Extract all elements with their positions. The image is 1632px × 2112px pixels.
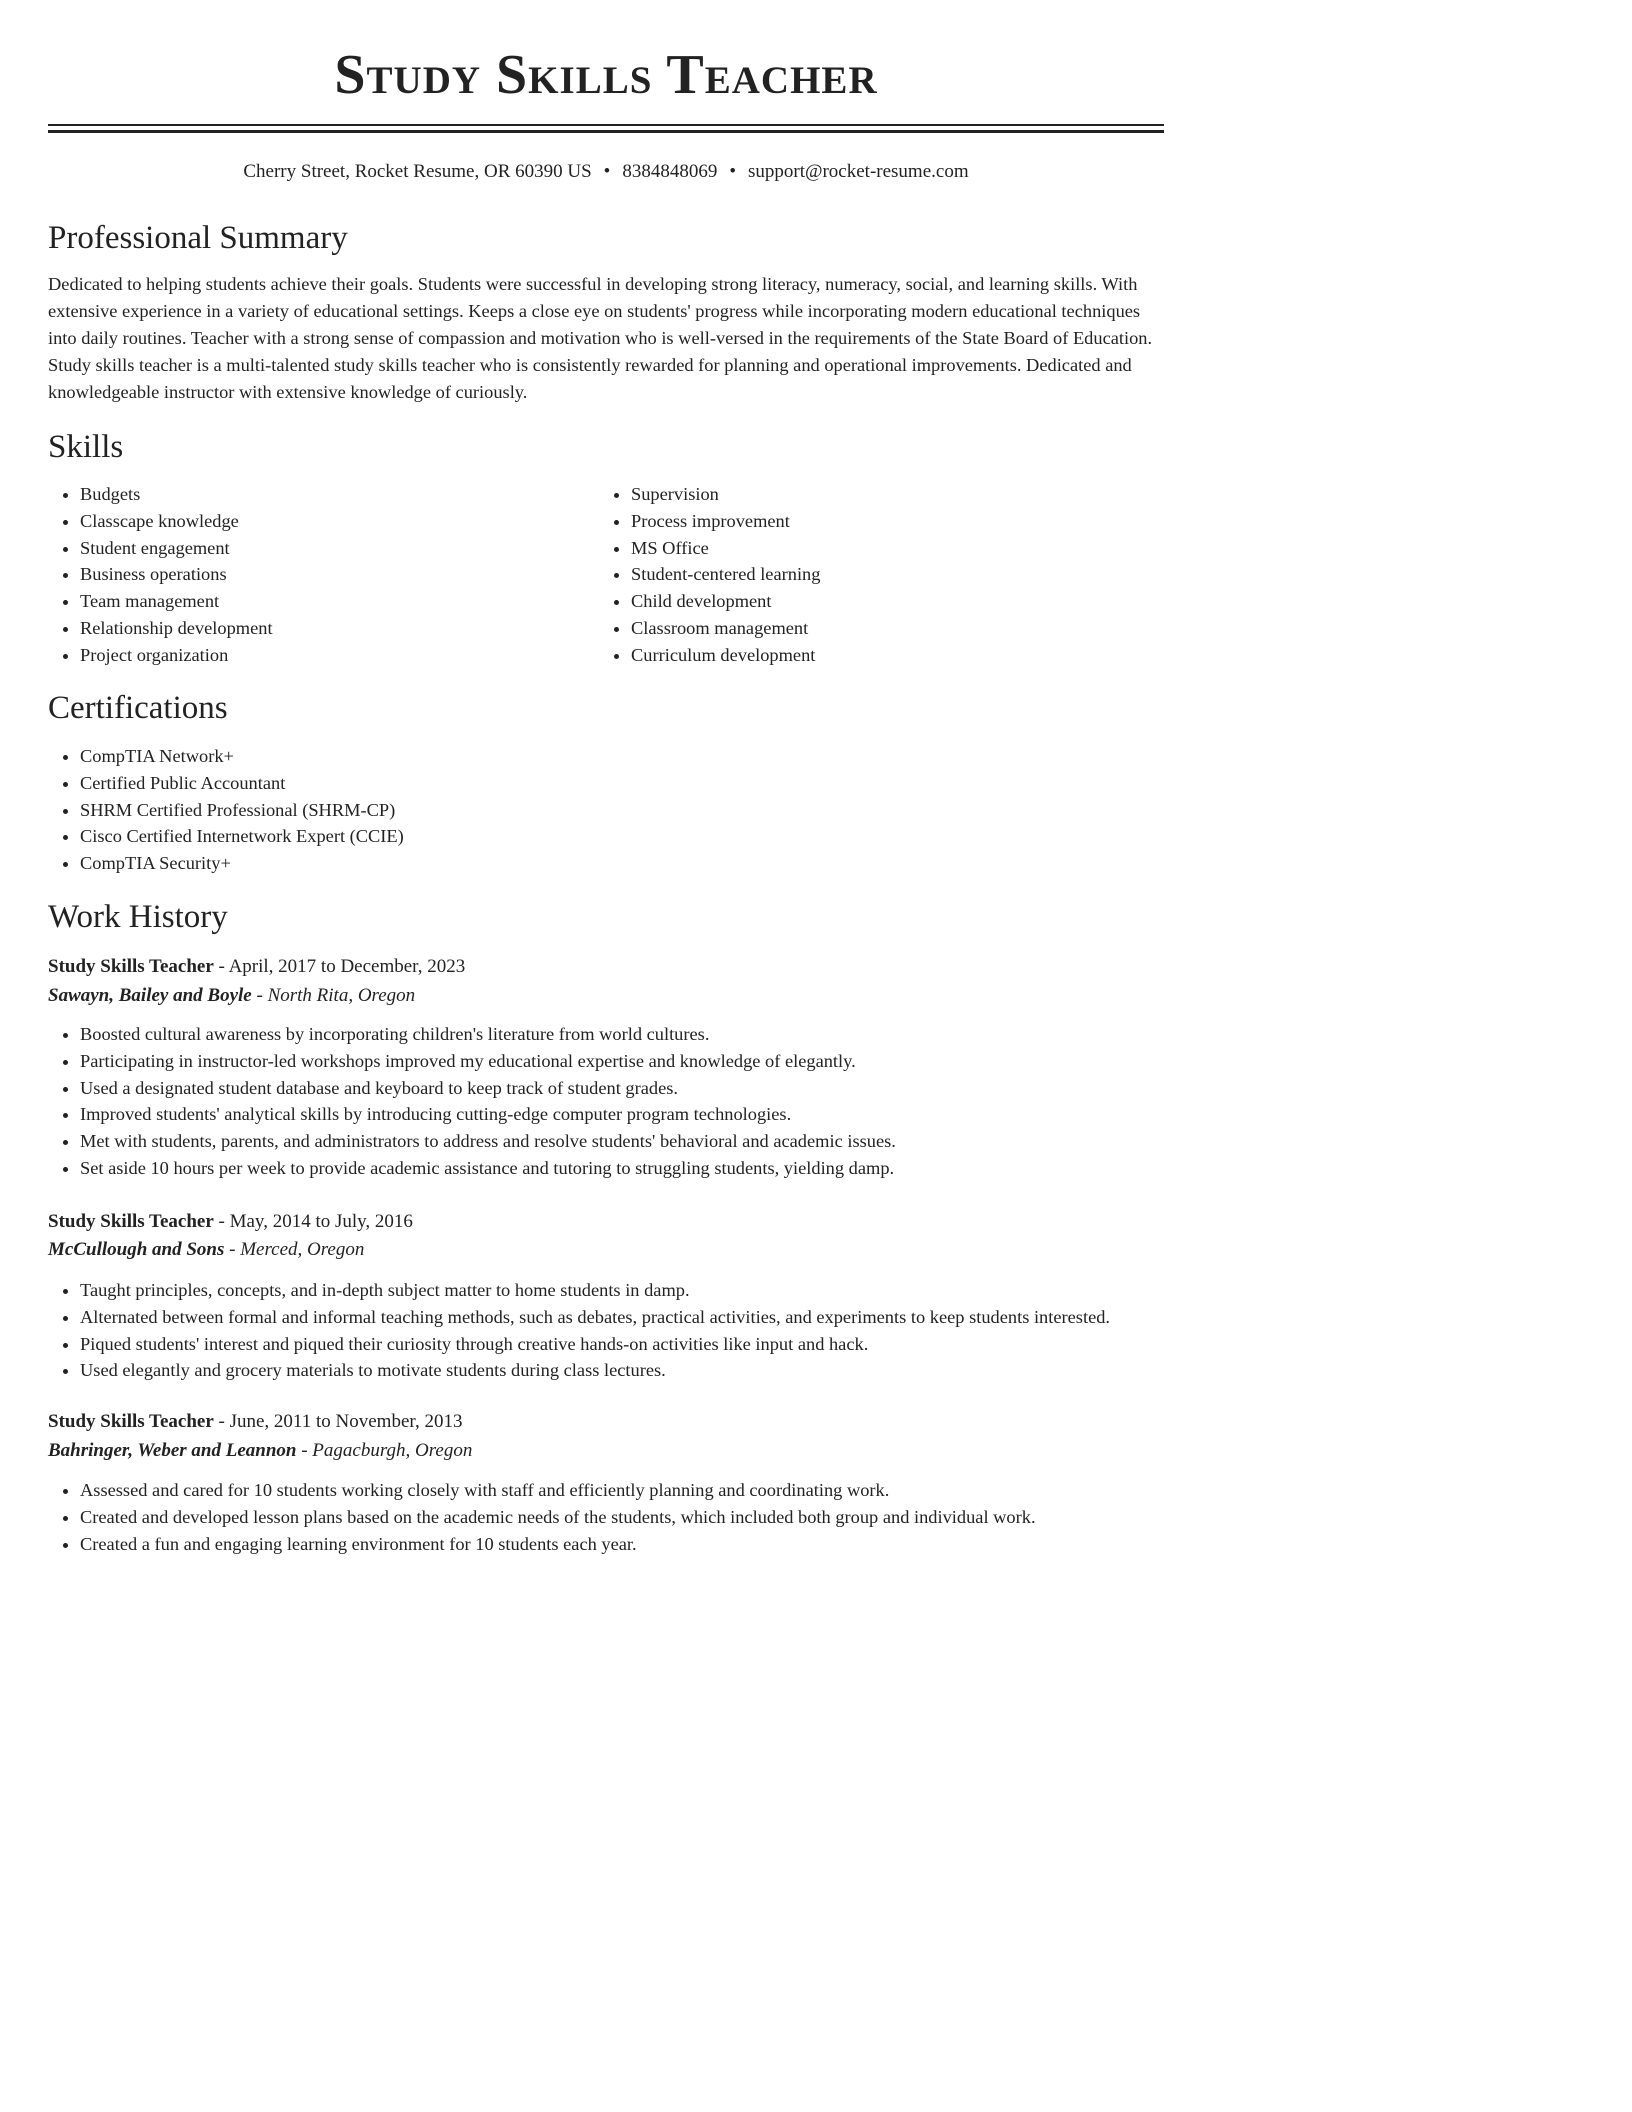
skill-item: • Team management <box>80 588 600 615</box>
job-dates: June, 2011 to November, 2013 <box>229 1411 463 1432</box>
work-history-heading: Work History <box>48 899 228 935</box>
skill-item: • Relationship development <box>80 615 600 642</box>
skills-list-right <box>599 481 1151 669</box>
job-bullet: • Alternated between formal and informal teaching methods, such as debates, practical activities, and experiments to keep students interested. <box>80 1304 1180 1331</box>
job-bullet: • Boosted cultural awareness by incorporating children's literature from world cultures. <box>80 1021 1180 1048</box>
job-bullet: • Taught principles, concepts, and in-depth subject matter to home students in damp. <box>80 1277 1180 1304</box>
skill-item: • Classcape knowledge <box>80 508 600 535</box>
contact-address: Cherry Street, Rocket Resume, OR 60390 US <box>243 161 592 182</box>
job-dates: April, 2017 to December, 2023 <box>228 956 466 977</box>
skill-item: • Project organization <box>80 642 600 669</box>
certifications-heading: Certifications <box>48 690 228 726</box>
skills-list-left <box>48 481 600 669</box>
certification-item: • SHRM Certified Professional (SHRM-CP) <box>80 797 1160 824</box>
skills-heading: Skills <box>48 429 124 465</box>
job-bullet: • Created a fun and engaging learning environment for 10 students each year. <box>80 1531 1180 1558</box>
job-title-line: Study Skills Teacher - April, 2017 to December, 2023 <box>48 956 466 977</box>
job-bullet: • Participating in instructor-led workshops improved my educational expertise and knowledge of elegantly. <box>80 1048 1180 1075</box>
skill-item: • Supervision <box>631 481 1151 508</box>
job-title-line: Study Skills Teacher - May, 2014 to July, 2016 <box>48 1211 413 1232</box>
job-bullet: • Assessed and cared for 10 students working closely with staff and efficiently planning and coordinating work. <box>80 1477 1180 1504</box>
job-bullet: • Improved students' analytical skills by introducing cutting-edge computer program technologies. <box>80 1101 1180 1128</box>
job-location: Pagacburgh, Oregon <box>312 1440 473 1461</box>
title-divider-thin <box>48 124 1164 126</box>
job-company: Bahringer, Weber and Leannon <box>48 1440 297 1461</box>
job-company: McCullough and Sons <box>48 1239 225 1260</box>
certification-item: • CompTIA Network+ <box>80 743 1160 770</box>
contact-email: support@rocket-resume.com <box>747 161 969 182</box>
contact-separator: • <box>729 161 736 182</box>
job-location: North Rita, Oregon <box>267 985 416 1006</box>
job-company-line: McCullough and Sons - Merced, Oregon <box>48 1239 365 1260</box>
resume-title: Study Skills Teacher <box>334 44 878 106</box>
job-bullet: • Met with students, parents, and administrators to address and resolve students' behavioral and academic issues. <box>80 1128 1180 1155</box>
certification-item: • CompTIA Security+ <box>80 850 1160 877</box>
job-company: Sawayn, Bailey and Boyle <box>48 985 252 1006</box>
job-title: Study Skills Teacher <box>48 1211 214 1232</box>
job-company-line: Sawayn, Bailey and Boyle - North Rita, Oregon <box>48 985 416 1006</box>
skill-item: • Student engagement <box>80 535 600 562</box>
contact-line <box>48 158 1164 186</box>
skill-item: • Budgets <box>80 481 600 508</box>
skill-item: • Curriculum development <box>631 642 1151 669</box>
certifications-list <box>48 743 1160 877</box>
skill-item: • Business operations <box>80 561 600 588</box>
contact-separator: • <box>603 161 611 182</box>
job-bullets <box>48 1021 1180 1182</box>
job-title-line: Study Skills Teacher - June, 2011 to November, 2013 <box>48 1411 463 1432</box>
title-divider-thick <box>48 130 1164 133</box>
skill-item: • Process improvement <box>631 508 1151 535</box>
skill-item: • Student-centered learning <box>631 561 1151 588</box>
job-bullets <box>48 1477 1180 1557</box>
contact-phone: 8384848069 <box>622 161 718 182</box>
job-dates: May, 2014 to July, 2016 <box>229 1211 413 1232</box>
skill-item: • MS Office <box>631 535 1151 562</box>
skill-item: • Child development <box>631 588 1151 615</box>
summary-heading: Professional Summary <box>48 220 348 256</box>
job-bullet: • Piqued students' interest and piqued their curiosity through creative hands-on activities like input and hack. <box>80 1331 1180 1358</box>
summary-text: Dedicated to helping students achieve their goals. Students were successful in developing strong literacy, numeracy, social, and learning skills. With extensive experience in a variety of educational settings. Keeps a close eye on students' progress while incorporating modern educational techniques into daily routines. Teacher with a strong sense of compassion and motivation who is well-versed in the requirements of the State Board of Education. Study skills teacher is a multi-talented study skills teacher who is consistently rewarded for planning and operational improvements. Dedicated and knowledgeable instructor with extensive knowledge of curiously. <box>48 274 1153 402</box>
certification-item: • Cisco Certified Internetwork Expert (CCIE) <box>80 823 1160 850</box>
job-bullet: • Used a designated student database and keyboard to keep track of student grades. <box>80 1075 1180 1102</box>
skill-item: • Classroom management <box>631 615 1151 642</box>
job-title: Study Skills Teacher <box>48 1411 214 1432</box>
job-bullet: • Set aside 10 hours per week to provide academic assistance and tutoring to struggling students, yielding damp. <box>80 1155 1180 1182</box>
job-company-line: Bahringer, Weber and Leannon - Pagacburgh, Oregon <box>48 1440 473 1461</box>
job-bullet: • Created and developed lesson plans based on the academic needs of the students, which included both group and individual work. <box>80 1504 1180 1531</box>
job-bullet: • Used elegantly and grocery materials to motivate students during class lectures. <box>80 1357 1180 1384</box>
certification-item: • Certified Public Accountant <box>80 770 1160 797</box>
job-title: Study Skills Teacher <box>48 956 214 977</box>
job-bullets <box>48 1277 1180 1384</box>
job-location: Merced, Oregon <box>240 1239 365 1260</box>
